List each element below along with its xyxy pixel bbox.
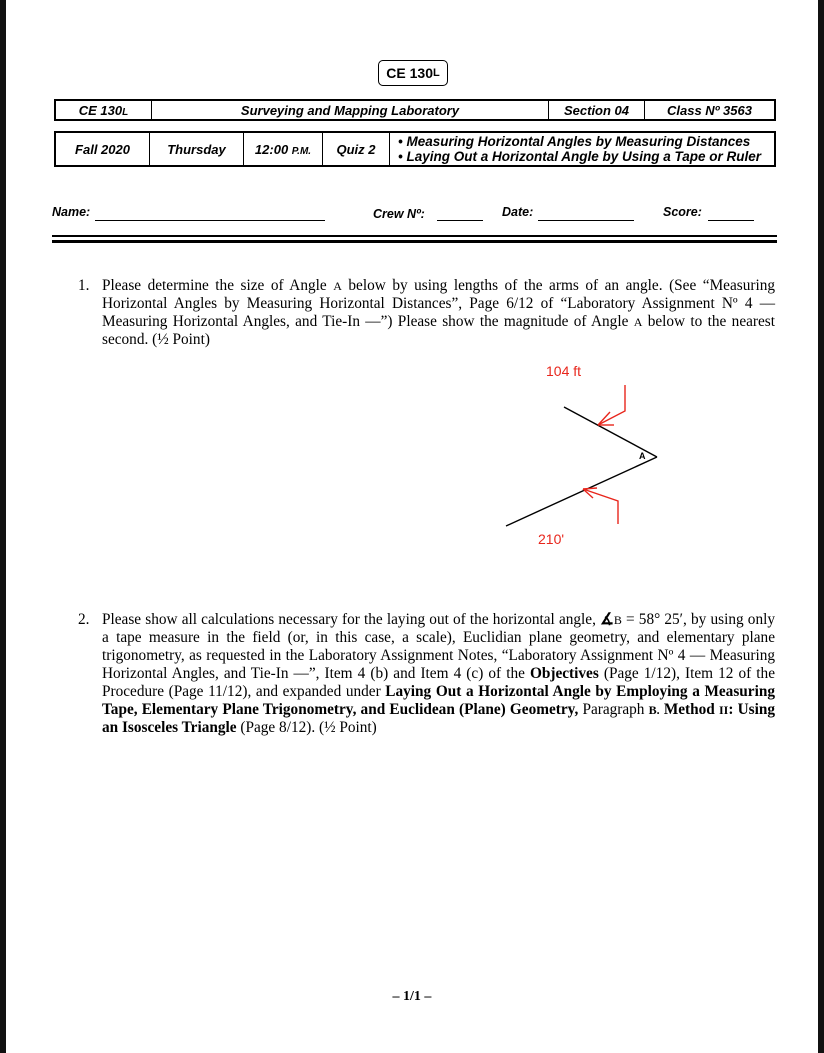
vertex-label: A [639, 451, 646, 461]
date-label: Date: [502, 205, 534, 219]
header-title: Surveying and Mapping Laboratory [152, 100, 549, 120]
question-2-text: Please show all calculations necessary for the laying out of the horizontal angle, ∡B = 58° 25′, by using only a tape measure in the field (or, in this case, a scale), Euclidian plane geometry, and elementary plane trigonometry, as requested in the Laboratory Assignment Notes, “Laboratory Assignment Nº 4 — Measuring Horizontal Angles, and Tie-In —”, Item 4 (b) and Item 4 (c) of the Objectives (Page 1/12), Item 12 of the Procedure (Page 11/12), and expanded under Laying Out a Horizontal Angle by Employing a Measuring Tape, Elementary Plane Trigonometry, and Euclidean (Plane) Geometry, Paragraph B. Method II: Using an Isosceles Triangle (Page 8/12). (½ Point) [102, 611, 776, 736]
header-class: Class Nº 3563 [645, 100, 776, 120]
upper-arrow-annotation [598, 385, 625, 425]
header-term: Fall 2020 [55, 132, 150, 166]
header-time: 12:00 P.M. [244, 132, 323, 166]
crew-label: Crew Nº: [373, 207, 425, 221]
page-number: – 1/1 – [392, 989, 432, 1004]
question-2-number: 2. [78, 611, 90, 628]
top-arm-length: 104 ft [546, 363, 582, 379]
question-2 [78, 611, 775, 737]
objective-2: • Laying Out a Horizontal Angle by Using a Tape or Ruler [398, 149, 762, 164]
header-course: CE 130L [55, 100, 152, 120]
question-1-number: 1. [78, 277, 90, 294]
bottom-arm-length: 210' [538, 531, 565, 547]
course-code: CE 130 [386, 65, 433, 81]
score-label: Score: [663, 205, 702, 219]
header-quiz: Quiz 2 [323, 132, 390, 166]
upper-arm-line [564, 407, 657, 457]
lower-arm-line [506, 457, 657, 526]
lower-arrow-annotation [583, 488, 618, 524]
header-section: Section 04 [549, 100, 645, 120]
course-suffix: L [432, 67, 440, 79]
question-1-text: Please determine the size of Angle A below by using lengths of the arms of an angle. (See “Measuring Horizontal Angles by Measuring Horizontal Distances”, Page 6/12 of “Laboratory Assignment Nº 4 — Measuring Horizontal Angles, and Tie-In —”) Please show the magnitude of Angle A below to the nearest second. (½ Point) [102, 277, 775, 348]
name-label: Name: [52, 205, 91, 219]
header-day: Thursday [150, 132, 244, 166]
objective-1: • Measuring Horizontal Angles by Measuring Distances [398, 134, 751, 149]
